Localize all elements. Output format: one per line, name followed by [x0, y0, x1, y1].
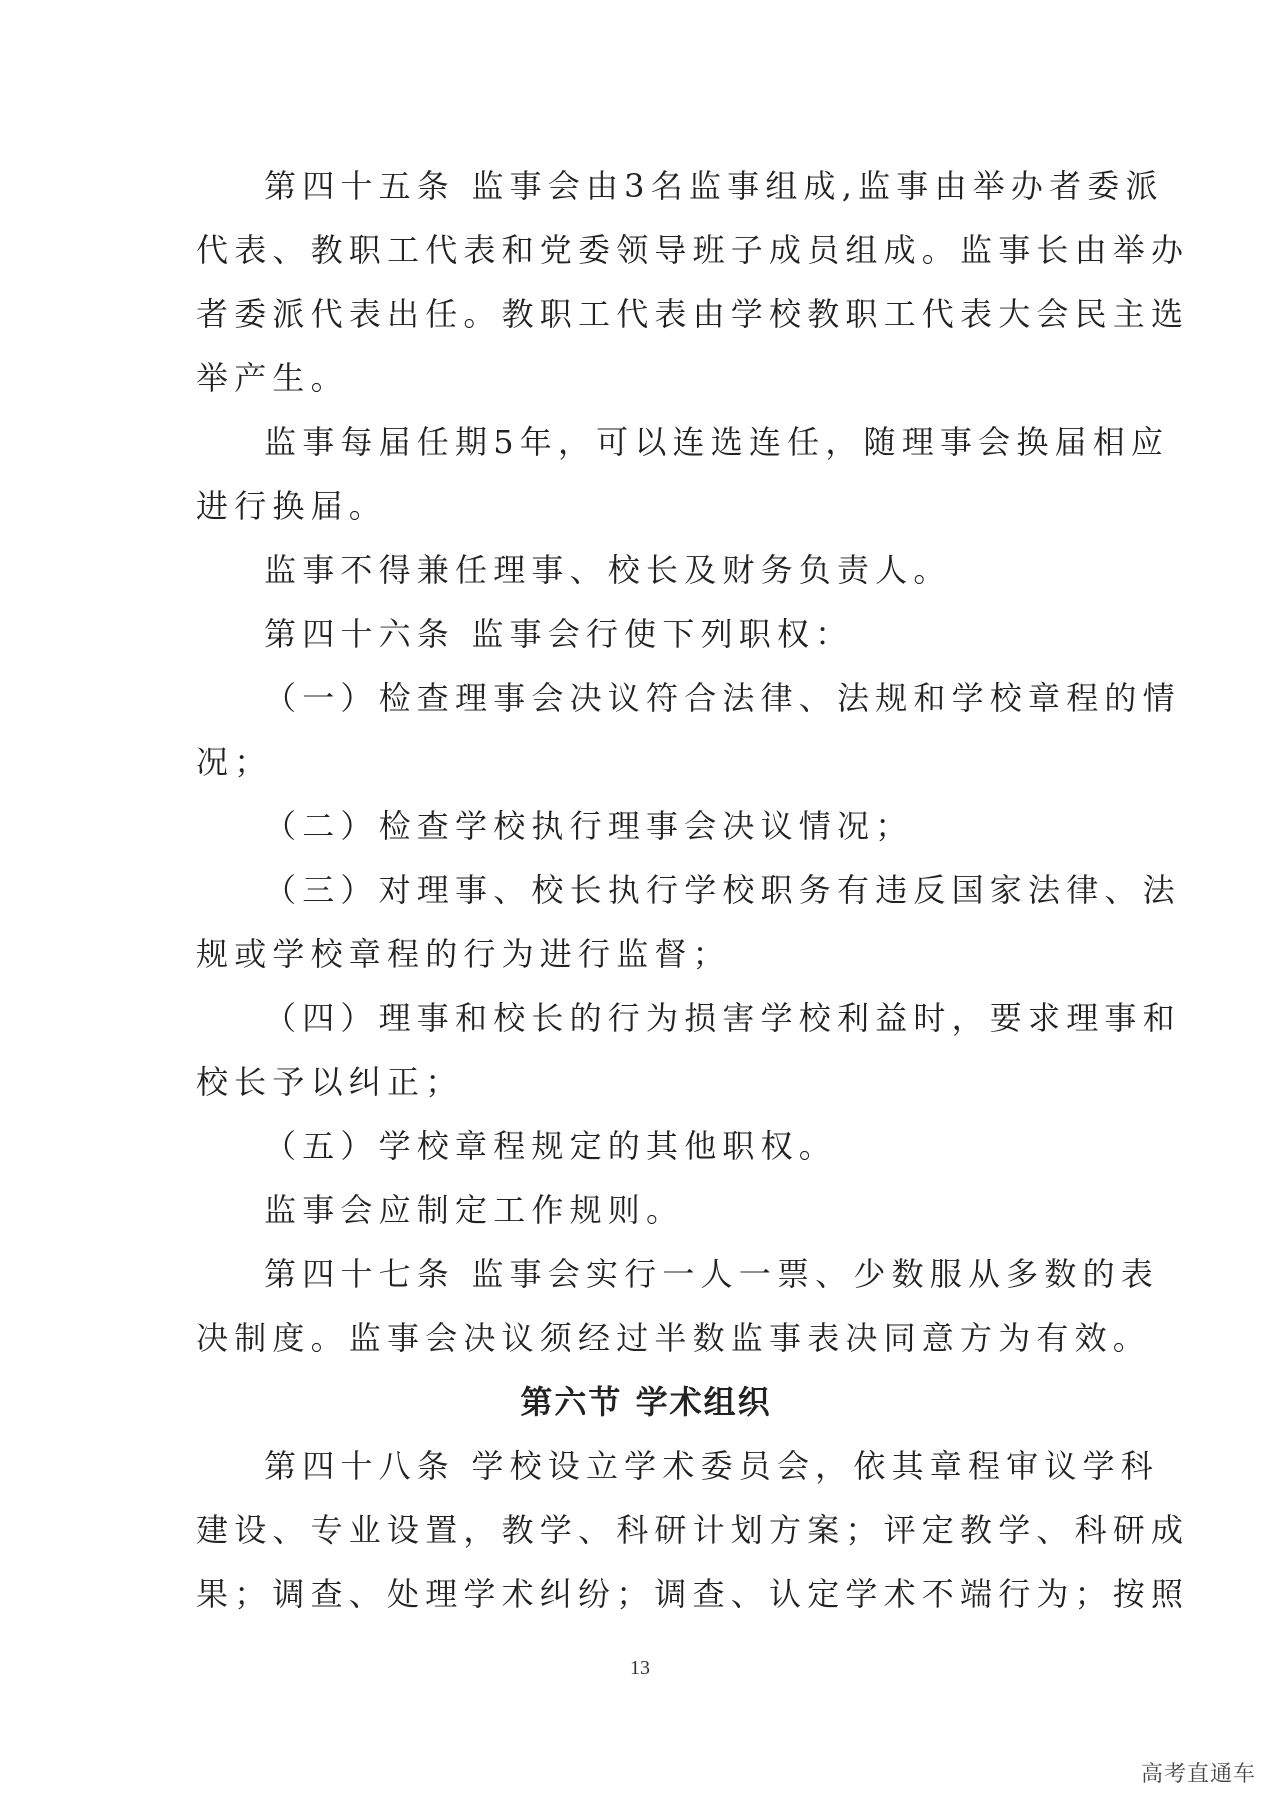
text-line: 果；调查、处理学术纠纷；调查、认定学术不端行为；按照: [196, 1575, 1190, 1613]
text-line: 监事不得兼任理事、校长及财务负责人。: [264, 551, 952, 589]
text-line: 况；: [196, 743, 273, 781]
text-line: （四）理事和校长的行为损害学校利益时，要求理事和: [264, 999, 1181, 1037]
text-line: 决制度。监事会决议须经过半数监事表决同意方为有效。: [196, 1319, 1152, 1357]
text-line: 建设、专业设置，教学、科研计划方案；评定教学、科研成: [196, 1511, 1190, 1549]
text-line: （三）对理事、校长执行学校职务有违反国家法律、法: [264, 871, 1181, 909]
text-line: 第四十六条 监事会行使下列职权：: [264, 615, 854, 653]
text-line: 第四十七条 监事会实行一人一票、少数服从多数的表: [264, 1255, 1159, 1293]
text-line: 校长予以纠正；: [196, 1063, 464, 1101]
text-line: 进行换届。: [196, 487, 388, 525]
section-heading: 第六节 学术组织: [520, 1383, 772, 1421]
text-line: 代表、教职工代表和党委领导班子成员组成。监事长由举办: [196, 231, 1190, 269]
text-line: 者委派代表出任。教职工代表由学校教职工代表大会民主选: [196, 295, 1190, 333]
text-line: 监事会应制定工作规则。: [264, 1191, 685, 1229]
page-number: 13: [630, 1657, 650, 1679]
watermark: 高考直通车: [1140, 1762, 1256, 1787]
text-line: 第四十五条 监事会由3名监事组成,监事由举办者委派: [264, 167, 1164, 205]
document-body: [196, 165, 1190, 1637]
text-line: 举产生。: [196, 359, 349, 397]
text-line: （五）学校章程规定的其他职权。: [264, 1127, 838, 1165]
text-line: （二）检查学校执行理事会决议情况；: [264, 807, 914, 845]
text-line: 监事每届任期5年，可以连选连任，随理事会换届相应: [264, 423, 1170, 461]
text-line: （一）检查理事会决议符合法律、法规和学校章程的情: [264, 679, 1181, 717]
text-line: 第四十八条 学校设立学术委员会，依其章程审议学科: [264, 1447, 1159, 1485]
text-line: 规或学校章程的行为进行监督；: [196, 935, 731, 973]
